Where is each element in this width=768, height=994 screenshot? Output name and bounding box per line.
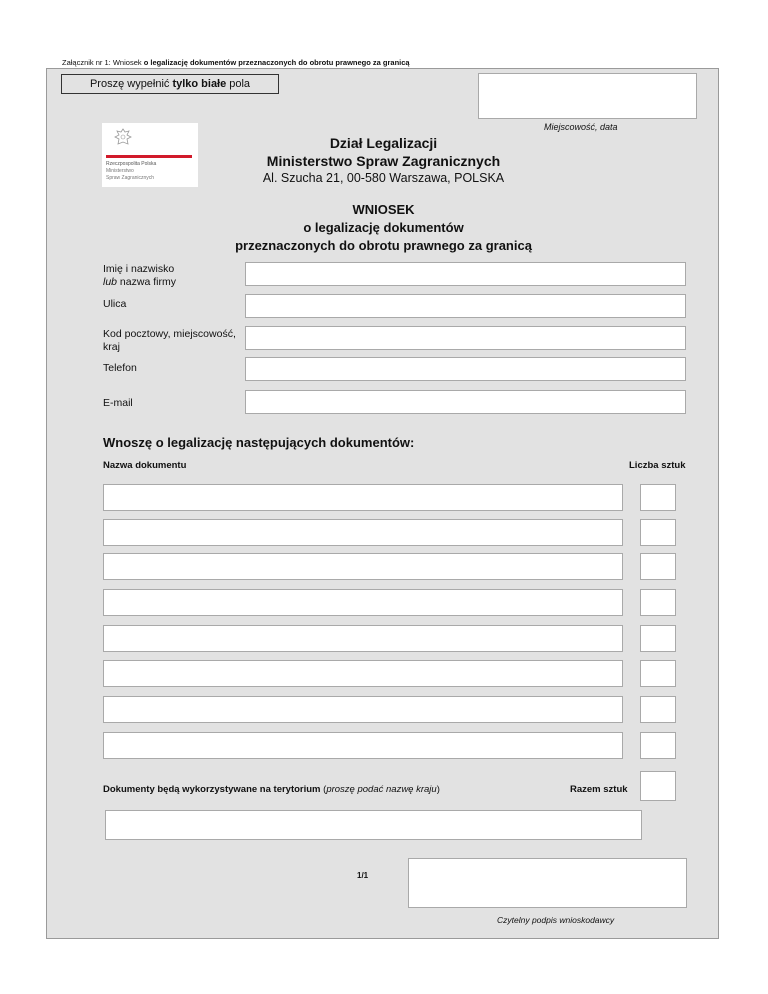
- street-input[interactable]: [245, 294, 686, 318]
- name-label-line-2: [103, 276, 238, 289]
- document-name-input[interactable]: [103, 625, 623, 652]
- territory-label: [103, 784, 440, 795]
- total-count-label: Razem sztuk: [570, 784, 628, 795]
- postal-input[interactable]: [245, 326, 686, 350]
- name-label-company: nazwa firmy: [117, 276, 176, 288]
- document-name-input[interactable]: [103, 732, 623, 759]
- logo-line-1: Rzeczpospolita Polska: [106, 161, 157, 167]
- document-count-input[interactable]: [640, 696, 676, 723]
- place-date-field[interactable]: [478, 73, 697, 119]
- street-label: Ulica: [103, 298, 127, 310]
- name-input[interactable]: [245, 262, 686, 286]
- document-name-input[interactable]: [103, 519, 623, 546]
- document-count-input[interactable]: [640, 484, 676, 511]
- document-count-input[interactable]: [640, 519, 676, 546]
- total-count-input[interactable]: [640, 771, 676, 801]
- attachment-prefix: Załącznik nr 1: Wniosek: [62, 58, 144, 67]
- form-subtitle-2: przeznaczonych do obrotu prawnego za granicą: [235, 238, 532, 253]
- documents-section-title: Wnoszę o legalizację następujących dokumentów:: [103, 435, 415, 450]
- department-name: Dział Legalizacji: [329, 135, 438, 151]
- instruction-text: Proszę wypełnić: [89, 78, 170, 90]
- document-count-input[interactable]: [640, 732, 676, 759]
- name-label-or: lub: [103, 276, 118, 288]
- place-date-caption: Miejscowość, data: [544, 122, 618, 132]
- email-input[interactable]: [245, 390, 686, 414]
- document-count-input[interactable]: [640, 625, 676, 652]
- territory-paren-close: ): [436, 784, 440, 795]
- document-count-input[interactable]: [640, 589, 676, 616]
- attachment-note: [62, 58, 410, 67]
- document-name-input[interactable]: [103, 484, 623, 511]
- form-title: WNIOSEK: [352, 202, 415, 217]
- signature-field[interactable]: [408, 858, 687, 908]
- phone-input[interactable]: [245, 357, 686, 381]
- territory-input[interactable]: [105, 810, 642, 840]
- document-name-input[interactable]: [103, 589, 623, 616]
- document-name-input[interactable]: [103, 553, 623, 580]
- territory-hint: proszę podać nazwę kraju: [326, 784, 437, 795]
- name-label: [103, 263, 238, 289]
- logo-line-2: Ministerstwo: [106, 168, 134, 174]
- ministry-name: Ministerstwo Spraw Zagranicznych: [266, 153, 501, 169]
- attachment-title: o legalizację dokumentów przeznaczonych do obrotu prawnego za granicą: [143, 58, 410, 67]
- document-name-header: Nazwa dokumentu: [103, 460, 187, 471]
- name-label-line-1: Imię i nazwisko: [103, 263, 175, 275]
- document-name-input[interactable]: [103, 660, 623, 687]
- ministry-address: Al. Szucha 21, 00-580 Warszawa, POLSKA: [262, 171, 505, 185]
- page-number: 1/1: [357, 871, 369, 880]
- document-count-input[interactable]: [640, 660, 676, 687]
- document-count-header: Liczba sztuk: [629, 460, 686, 471]
- phone-label: Telefon: [103, 362, 137, 374]
- territory-label-bold: Dokumenty będą wykorzystywane na terytorium: [103, 784, 321, 795]
- fill-instruction: [61, 74, 279, 94]
- email-label: E-mail: [103, 397, 133, 409]
- signature-caption: Czytelny podpis wnioskodawcy: [497, 915, 615, 925]
- form-subtitle-1: o legalizację dokumentów: [303, 220, 464, 235]
- form-page: [46, 68, 719, 939]
- territory-paren-open: (: [320, 784, 327, 795]
- instruction-text-end: pola: [229, 78, 251, 90]
- postal-label: Kod pocztowy, miejscowość, kraj: [103, 328, 236, 353]
- instruction-bold: tylko białe: [172, 78, 227, 90]
- logo-line-3: Spraw Zagranicznych: [106, 175, 155, 181]
- document-name-input[interactable]: [103, 696, 623, 723]
- document-count-input[interactable]: [640, 553, 676, 580]
